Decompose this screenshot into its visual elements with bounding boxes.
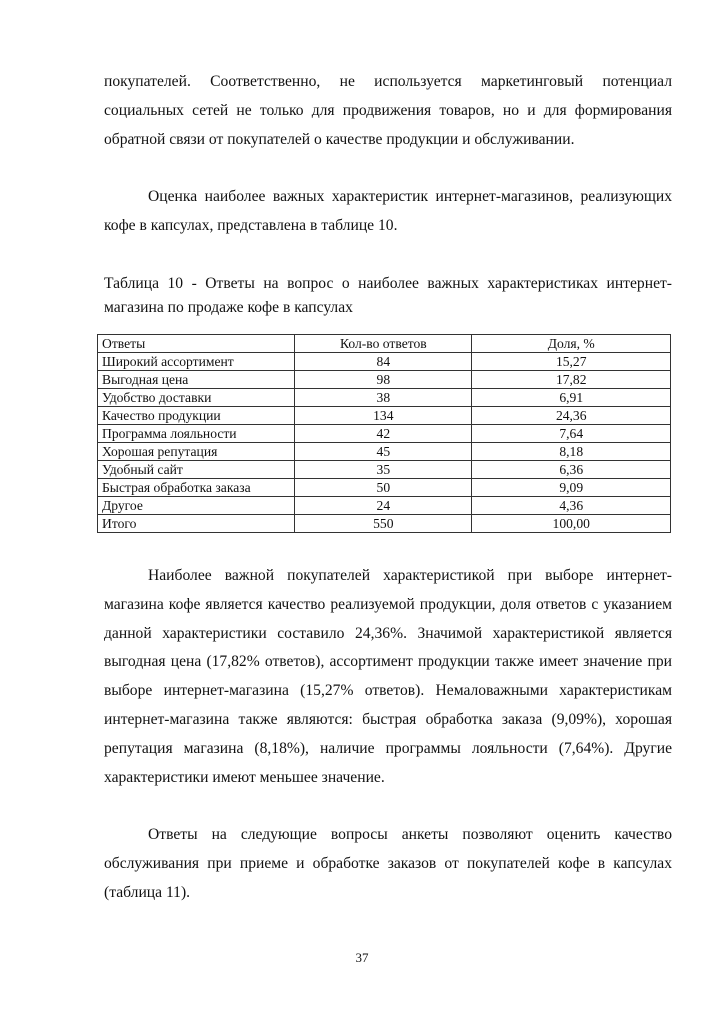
page-number: 37 <box>355 950 369 965</box>
data-table <box>97 334 671 533</box>
cell-share: 6,36 <box>472 461 671 479</box>
cell-share: 15,27 <box>472 353 671 371</box>
table-caption: Таблица 10 - Ответы на вопрос о наиболее важных характеристиках интернет-магазина по продаже кофе в капсулах <box>104 275 672 316</box>
cell-share: 9,09 <box>472 479 671 497</box>
cell-share: 24,36 <box>472 407 671 425</box>
table-header-row <box>98 335 671 353</box>
cell-share: 17,82 <box>472 371 671 389</box>
cell-answer: Широкий ассортимент <box>98 353 295 371</box>
cell-answer: Выгодная цена <box>98 371 295 389</box>
paragraph-analysis: Наиболее важной покупателей характеристикой при выборе интернет-магазина кофе является качество реализуемой продукции, доля ответов с указанием данной характеристики составило 24,36%. Значимой характеристикой является выгодная цена (17,82% ответов), ассортимент продукции также имеет значение при выборе интернет-магазина (15,27% ответов). Немаловажными характеристикам интернет-магазина также являются: быстрая обработка заказа (9,09%), хорошая репутация магазина (8,18%), наличие программы лояльности (7,64%). Другие характеристики имеют меньшее значение. <box>104 567 672 786</box>
cell-answer: Другое <box>98 497 295 515</box>
cell-count: 35 <box>295 461 472 479</box>
header-count: Кол-во ответов <box>295 335 472 353</box>
cell-answer: Итого <box>98 515 295 533</box>
paragraph-next-table: Ответы на следующие вопросы анкеты позволяют оценить качество обслуживания при приеме и обработке заказов от покупателей кофе в капсулах (таблица 11). <box>104 826 672 901</box>
cell-share: 100,00 <box>472 515 671 533</box>
cell-count: 45 <box>295 443 472 461</box>
cell-share: 8,18 <box>472 443 671 461</box>
cell-answer: Удобство доставки <box>98 389 295 407</box>
cell-count: 42 <box>295 425 472 443</box>
cell-share: 4,36 <box>472 497 671 515</box>
cell-answer: Быстрая обработка заказа <box>98 479 295 497</box>
table-total-row <box>98 515 671 533</box>
table-row <box>98 443 671 461</box>
cell-answer: Хорошая репутация <box>98 443 295 461</box>
table-row <box>98 353 671 371</box>
table-row <box>98 497 671 515</box>
table-row <box>98 407 671 425</box>
table-row <box>98 389 671 407</box>
cell-count: 38 <box>295 389 472 407</box>
table-row <box>98 479 671 497</box>
cell-count: 98 <box>295 371 472 389</box>
cell-count: 24 <box>295 497 472 515</box>
header-share: Доля, % <box>472 335 671 353</box>
table-row <box>98 461 671 479</box>
cell-answer: Качество продукции <box>98 407 295 425</box>
cell-count: 134 <box>295 407 472 425</box>
cell-count: 550 <box>295 515 472 533</box>
table-row <box>98 425 671 443</box>
cell-answer: Программа лояльности <box>98 425 295 443</box>
paragraph-continuation: покупателей. Соответственно, не используется маркетинговый потенциал социальных сетей не только для продвижения товаров, но и для формирования обратной связи от покупателей о качестве продукции и обслуживании. <box>104 73 672 148</box>
cell-share: 6,91 <box>472 389 671 407</box>
cell-answer: Удобный сайт <box>98 461 295 479</box>
table-row <box>98 371 671 389</box>
cell-share: 7,64 <box>472 425 671 443</box>
cell-count: 84 <box>295 353 472 371</box>
paragraph-table-intro: Оценка наиболее важных характеристик интернет-магазинов, реализующих кофе в капсулах, представлена в таблице 10. <box>104 188 672 234</box>
header-answers: Ответы <box>98 335 295 353</box>
cell-count: 50 <box>295 479 472 497</box>
